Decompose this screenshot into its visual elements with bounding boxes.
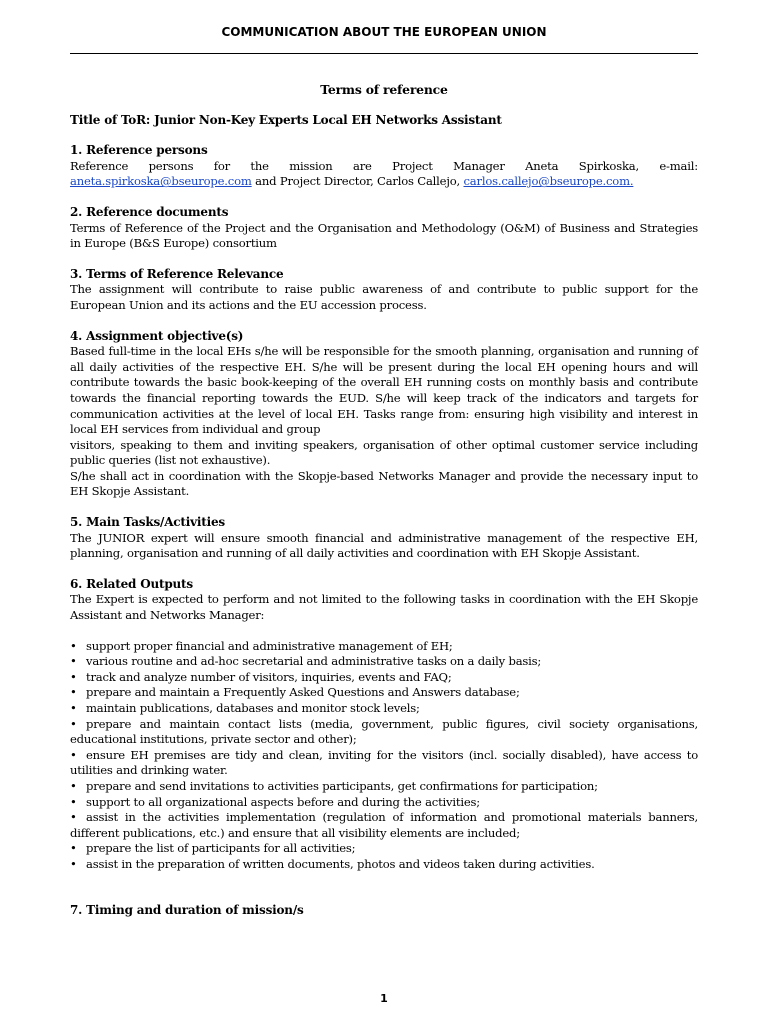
bullet-icon: •	[70, 747, 77, 762]
bullet-icon: •	[70, 669, 77, 684]
section-heading: 3. Terms of Reference Relevance	[70, 266, 284, 281]
bullet-icon: •	[70, 654, 77, 669]
section-text: The JUNIOR expert will ensure smooth financial and administrative management of the respective EH, planning, organisation and running of all daily activities and coordination with EH Skopje Assistant.	[70, 530, 698, 561]
section-timing-duration	[70, 903, 698, 919]
list-item-text: support to all organizational aspects before and during the activities;	[86, 794, 480, 809]
bullet-icon: •	[70, 685, 77, 700]
section-text	[70, 159, 698, 190]
list-item-text: prepare the list of participants for all activities;	[86, 841, 356, 856]
section-heading: 6. Related Outputs	[70, 576, 193, 591]
section-reference-documents	[70, 205, 698, 252]
list-item-text: support proper financial and administrative management of EH;	[86, 638, 453, 653]
bullet-icon: •	[70, 778, 77, 793]
list-item-text: assist in the preparation of written documents, photos and videos taken during activities.	[86, 856, 595, 871]
list-item-text: prepare and send invitations to activities participants, get confirmations for participation;	[86, 778, 598, 793]
outputs-list	[70, 639, 698, 873]
list-item	[70, 841, 698, 857]
header-rule	[70, 53, 698, 54]
document-body	[70, 82, 698, 918]
section-paragraph: S/he shall act in coordination with the Skopje-based Networks Manager and provide the necessary input to EH Skopje Assistant.	[70, 468, 698, 499]
list-item-text: assist in the activities implementation (regulation of information and promotional materials banners, different publications, etc.) and ensure that all visibility elements are included;	[70, 810, 698, 840]
section-assignment-objectives	[70, 329, 698, 501]
text-segment: Reference persons for the mission are Project Manager Aneta Spirkoska, e-mail:	[70, 158, 698, 173]
section-paragraph: visitors, speaking to them and inviting speakers, organisation of other optimal customer service including public queries (list not exhaustive).	[70, 437, 698, 468]
document-title: Terms of reference	[320, 82, 448, 97]
list-item	[70, 639, 698, 655]
list-item	[70, 717, 698, 748]
section-related-outputs	[70, 577, 698, 873]
bullet-icon: •	[70, 716, 77, 731]
section-heading: 2. Reference documents	[70, 204, 229, 219]
list-item	[70, 779, 698, 795]
page-header: COMMUNICATION ABOUT THE EUROPEAN UNION	[221, 25, 547, 39]
section-heading: 1. Reference persons	[70, 143, 208, 158]
list-item	[70, 857, 698, 873]
section-intro: The Expert is expected to perform and not limited to the following tasks in coordination with the EH Skopje Assistant and Networks Manager:	[70, 592, 698, 623]
list-item	[70, 748, 698, 779]
section-text: The assignment will contribute to raise public awareness of and contribute to public support for the European Union and its actions and the EU accession process.	[70, 282, 698, 312]
section-main-tasks	[70, 515, 698, 562]
list-item	[70, 670, 698, 686]
section-paragraph: Based full-time in the local EHs s/he will be responsible for the smooth planning, organisation and running of all daily activities of the respective EH. S/he will be present during the local EH opening hours and will contribute towards the basic book-keeping of the overall EH running costs on monthly basis and contribute towards the financial reporting towards the EUD. S/he will keep track of the indicators and targets for communication activities at the level of local EH. Tasks range from: ensuring high visibility and interest in local EH services from individual and group	[70, 344, 698, 437]
section-tor-relevance	[70, 267, 698, 314]
section-heading: 7. Timing and duration of mission/s	[70, 902, 304, 917]
page-number: 1	[380, 992, 388, 1005]
email-link-project-manager[interactable]: aneta.spirkoska@bseurope.com	[70, 174, 252, 189]
section-heading: 4. Assignment objective(s)	[70, 328, 244, 343]
section-reference-persons	[70, 143, 698, 190]
bullet-icon: •	[70, 701, 77, 715]
bullet-icon: •	[70, 638, 77, 653]
list-item	[70, 810, 698, 841]
email-link-project-director[interactable]: carlos.callejo@bseurope.com.	[463, 174, 634, 189]
bullet-icon: •	[70, 794, 77, 809]
section-text: Terms of Reference of the Project and the Organisation and Methodology (O&M) of Business and Strategies in Europe (B&S Europe) consortium	[70, 220, 698, 251]
list-item	[70, 795, 698, 811]
bullet-icon: •	[70, 841, 77, 856]
bullet-icon: •	[70, 810, 77, 825]
list-item-text: ensure EH premises are tidy and clean, inviting for the visitors (incl. socially disabled), have access to utilities and drinking water.	[70, 747, 698, 778]
section-heading: 5. Main Tasks/Activities	[70, 515, 225, 530]
list-item-text: track and analyze number of visitors, inquiries, events and FAQ;	[86, 669, 452, 684]
list-item-text: various routine and ad-hoc secretarial and administrative tasks on a daily basis;	[86, 654, 542, 669]
list-item	[70, 654, 698, 670]
bullet-icon: •	[70, 856, 77, 871]
list-item	[70, 685, 698, 701]
list-item-text: maintain publications, databases and monitor stock levels;	[86, 701, 420, 715]
list-item-text: prepare and maintain a Frequently Asked Questions and Answers database;	[86, 685, 520, 700]
list-item-text: prepare and maintain contact lists (media, government, public figures, civil society organisations, educational institutions, private sector and other);	[70, 716, 698, 747]
tor-title: Title of ToR: Junior Non-Key Experts Local EH Networks Assistant	[70, 112, 502, 127]
text-segment: and Project Director, Carlos Callejo,	[251, 174, 464, 189]
list-item	[70, 701, 698, 717]
